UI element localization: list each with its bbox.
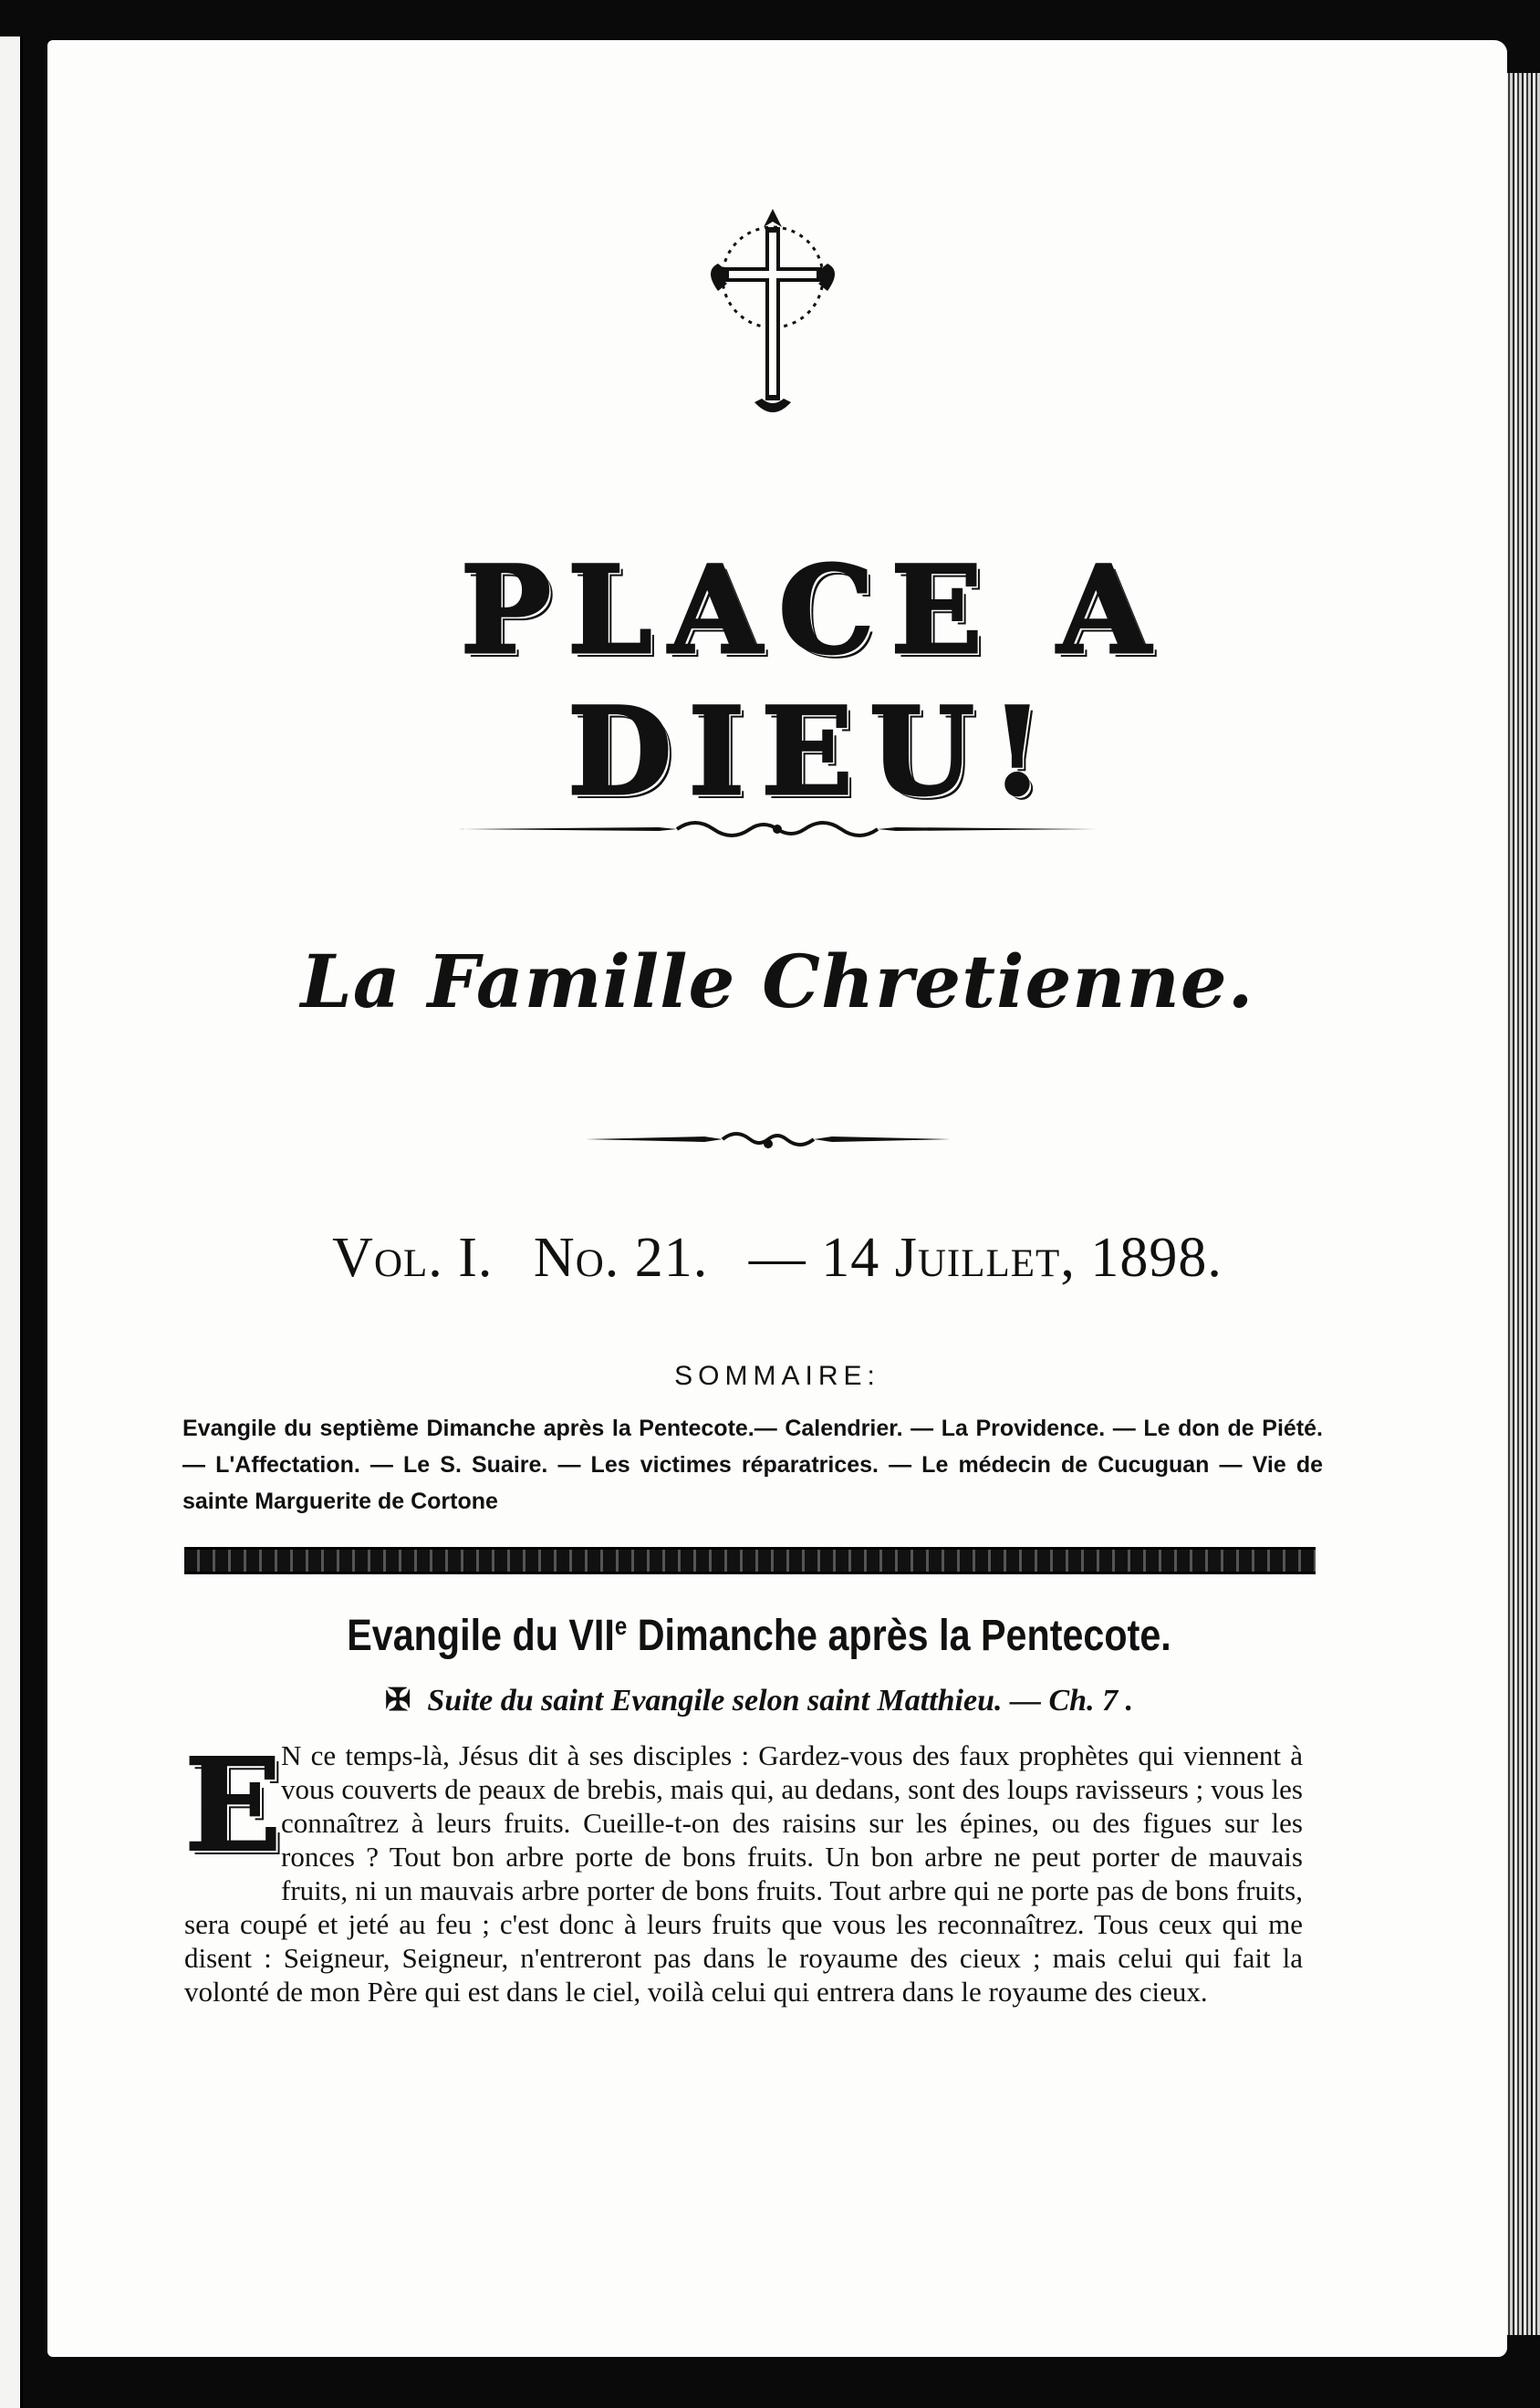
volume-number: Vol. I.: [332, 1227, 494, 1289]
ornament-divider-icon: [586, 1126, 951, 1153]
issue-date: — 14 Juillet, 1898.: [748, 1227, 1223, 1289]
issue-line: [230, 1226, 1325, 1291]
sommaire-heading: SOMMAIRE:: [674, 1361, 880, 1391]
decorative-rule-icon: [184, 1547, 1316, 1574]
masthead-title: PLACE A DIEU!: [460, 540, 1168, 823]
cross-emblem-icon: [691, 191, 855, 428]
gospel-body: [184, 1731, 1303, 2008]
ornament-divider-icon: [458, 815, 1097, 843]
gospel-subtitle: [184, 1682, 1334, 1718]
gospel-body-text: N ce temps-là, Jésus dit à ses disciples : Gardez-vous des faux prophètes qui viennent à vous couverts de peaux de brebis, mais qui, au dedans, sont des loups ravisseurs ; vous les connaîtrez à leurs fruits. Cueille-t-on des raisins sur les épines, ou des figues sur les ronces ? Tout bon arbre porte de bons fruits. Un bon arbre ne peut porter de mauvais fruits, ni un mauvais arbre porter de bons fruits. Tout arbre qui ne porte pas de bons fruits, sera coupé et jeté au feu ; c'est donc à leurs fruits que vous les reconnaîtrez. Tous ceux qui me disent : Seigneur, Seigneur, n'entreront pas dans le royaume des cieux ; mais celui qui fait la volonté de mon Père qui est dans le ciel, voilà celui qui entrera dans le royaume des cieux.: [184, 1739, 1303, 2008]
adjacent-page-edge: [0, 36, 23, 2408]
drop-cap: E: [184, 1731, 282, 1881]
document-page: [47, 40, 1507, 2357]
gospel-title-suffix: Dimanche après la Pentecote.: [627, 1612, 1171, 1660]
gospel-title-prefix: Evangile du VII: [347, 1612, 615, 1660]
sommaire-contents: Evangile du septième Dimanche après la Pentecote.— Calendrier. — La Providence. — Le don de Piété. — L'Affectation. — Le S. Suaire. — Les victimes réparatrices. — Le médecin de Cucuguan — Vie de sainte Marguerite de Cortone: [182, 1416, 1323, 1514]
publication-subtitle: La Famille Chretienne.: [300, 939, 1254, 1024]
cross-icon: ✠: [384, 1684, 411, 1718]
gospel-title-superscript: e: [614, 1612, 628, 1640]
gospel-subtitle-text: Suite du saint Evangile selon saint Matthieu. — Ch. 7 .: [427, 1684, 1134, 1718]
issue-number: No. 21.: [533, 1227, 709, 1289]
gospel-title: [265, 1611, 1254, 1661]
